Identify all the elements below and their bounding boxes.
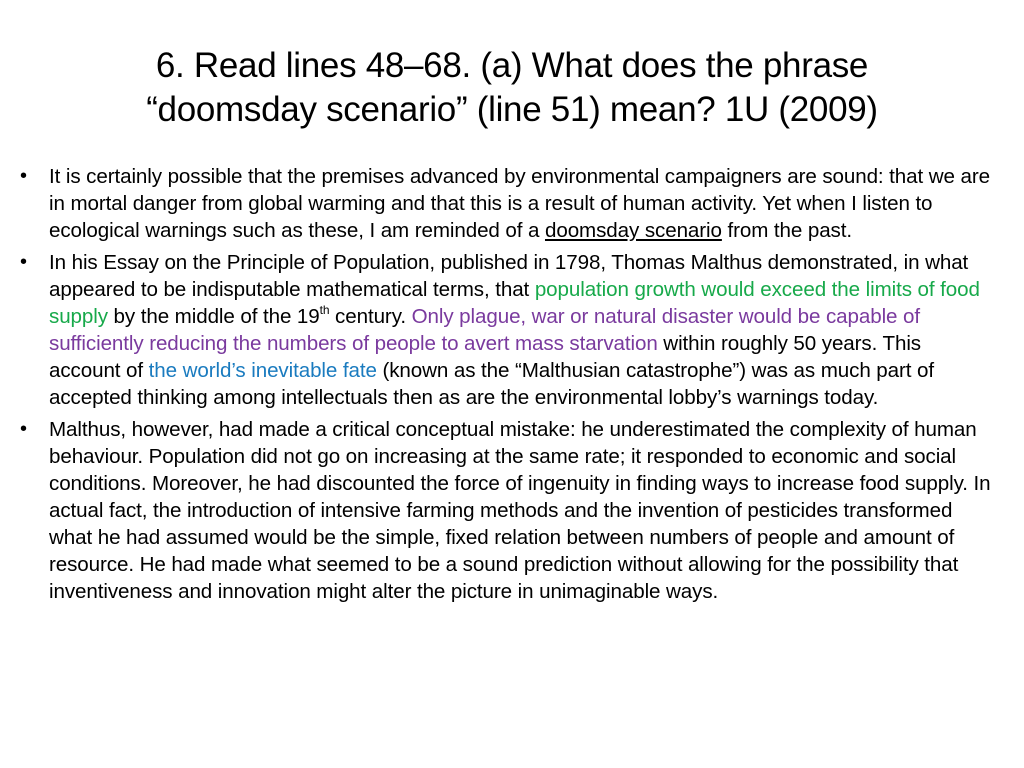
title-line-1: 6. Read lines 48–68. (a) What does the phrase (155, 46, 869, 85)
bullet-1-text-a: It is certainly possible that the premises advanced by environmental campaigners are sound: that we are in mortal danger from global warming and that this is a result of human activity. Yet when I listen to ecological warnings such as these, I am reminded of a (49, 165, 990, 242)
bullet-2-text-e: (known as the “Malthusian catastrophe”) was as much part of accepted thinking among intellectuals then as are the environmental lobby’s warnings today. (49, 359, 934, 409)
bullet-2-text-b: by the middle of the 19 (107, 305, 320, 328)
bullet-2-text-d: within roughly 50 years. This account of (49, 332, 921, 382)
highlight-blue-phrase: the world’s inevitable fate (148, 359, 377, 382)
superscript-th: th (319, 303, 330, 318)
bullet-2-text-a: In his Essay on the Principle of Population, published in 1798, Thomas Malthus demonstrated, in what appeared to be indisputable mathematical terms, that (49, 251, 969, 301)
highlight-green-phrase: population growth would exceed the limits of food supply (49, 278, 980, 328)
bullet-dot-icon: • (20, 251, 27, 273)
highlight-purple-phrase: Only plague, war or natural disaster would be capable of sufficiently reducing the numbers of people to avert mass starvation (49, 305, 921, 355)
bullet-2-text-c: century. (329, 305, 412, 328)
bullet-item-2 (20, 249, 995, 411)
bullet-list (20, 163, 995, 610)
bullet-3-text: Malthus, however, had made a critical conceptual mistake: he underestimated the complexity of human behaviour. Population did not go on increasing at the same rate; it responded to economic and social conditions. Moreover, he had discounted the force of ingenuity in finding ways to increase food supply. In actual fact, the introduction of intensive farming methods and the invention of pesticides transformed what he had assumed would be the simple, fixed relation between numbers of people and amount of resource. He had made what seemed to be a sound prediction without allowing for the possibility that inventiveness and innovation might alter the picture in unimaginable ways. (49, 418, 991, 603)
bullet-dot-icon: • (20, 165, 27, 187)
bullet-dot-icon: • (20, 418, 27, 440)
bullet-item-3 (20, 416, 995, 605)
slide-title (40, 44, 984, 132)
bullet-1-text-b: from the past. (721, 219, 853, 242)
bullet-item-1 (20, 163, 995, 244)
doomsday-scenario-underlined: doomsday scenario (544, 219, 722, 242)
title-line-2: “doomsday scenario” (line 51) mean? 1U (2009) (146, 90, 878, 129)
